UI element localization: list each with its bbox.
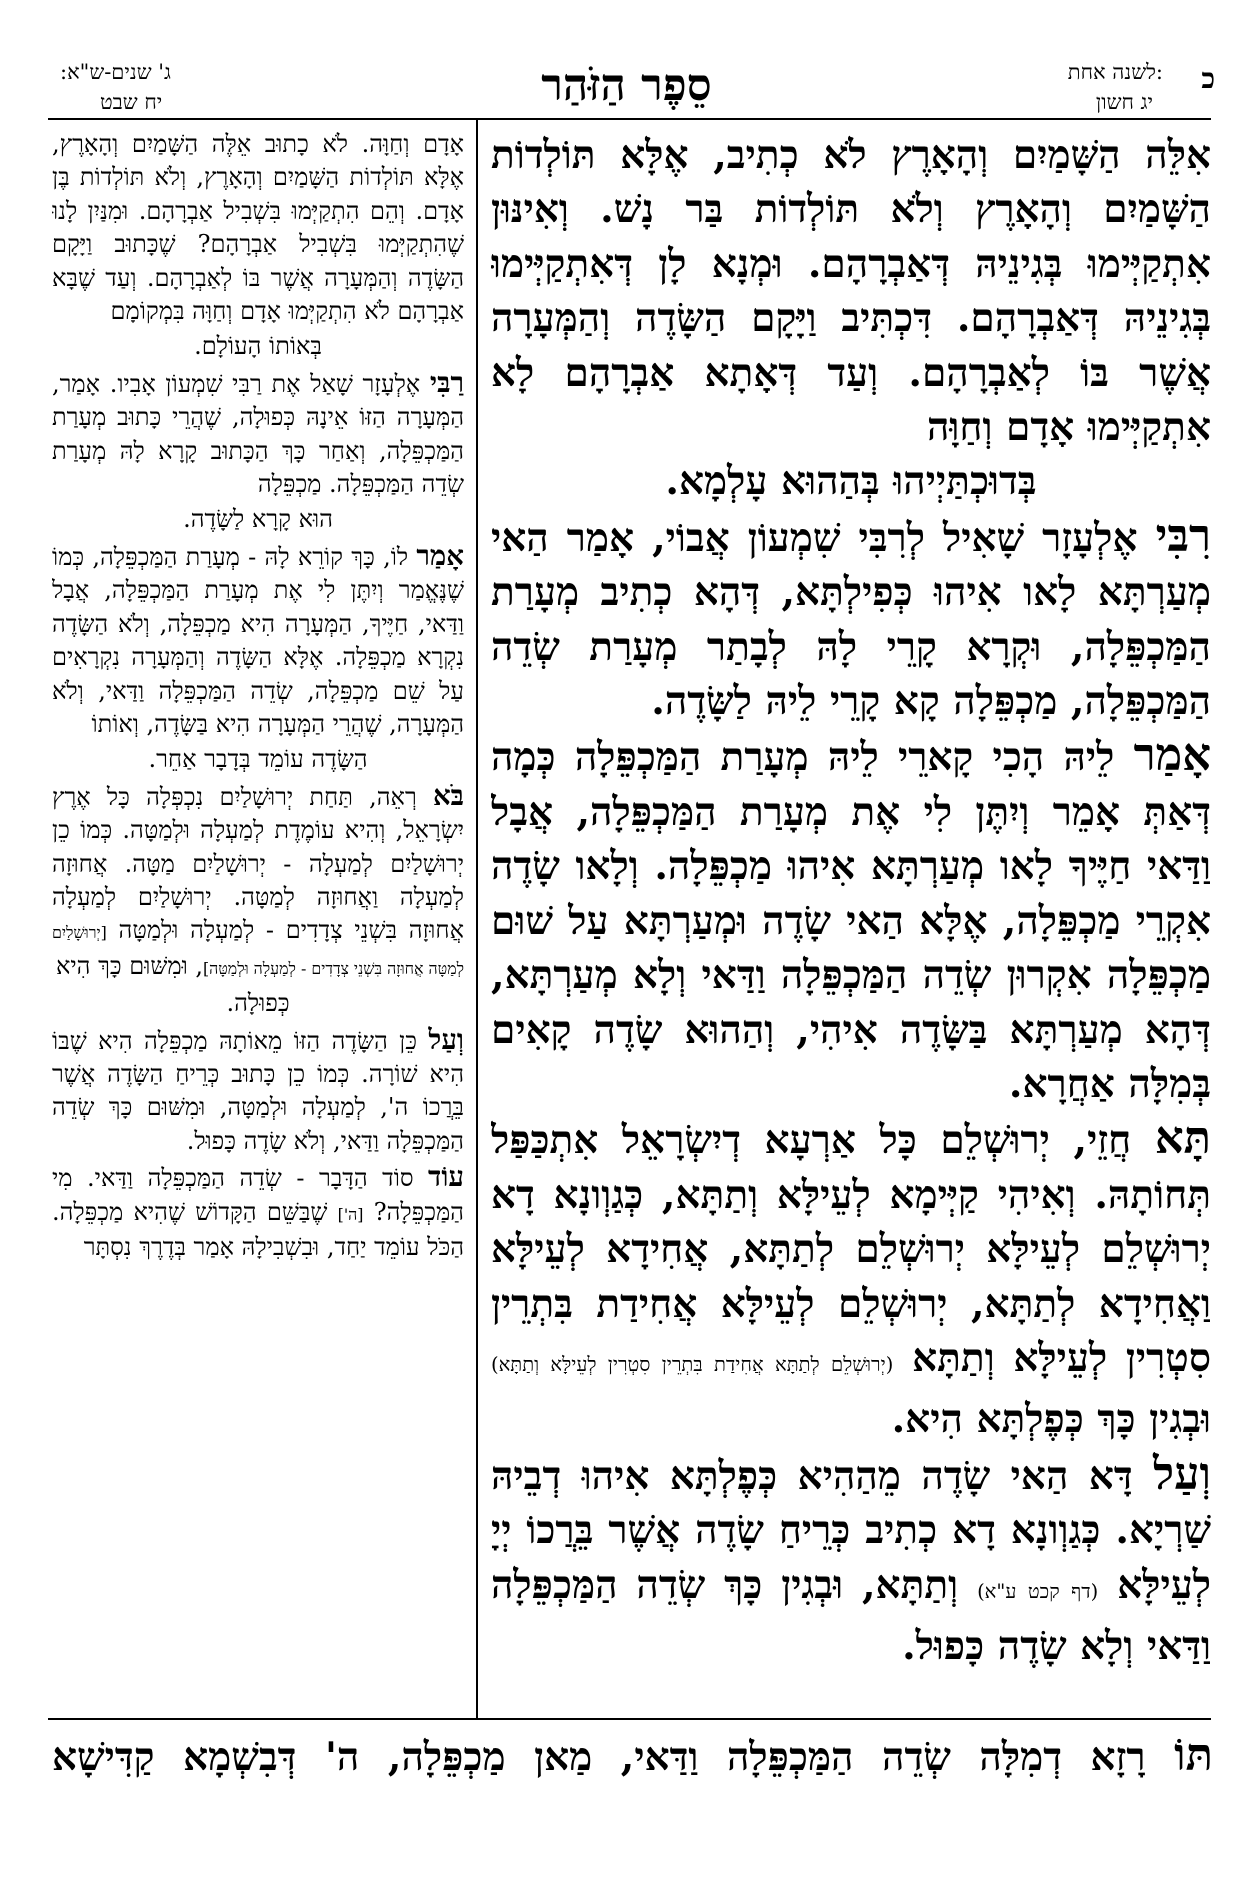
translation-text: , וּמִשּׁוּם כָּךְ הִיא xyxy=(55,951,203,980)
translation-text: שֶׁבַּשֵּׁם הַקָּדוֹשׁ שֶׁהִיא מַכְפֵּלָה. הַכֹּל עוֹמֵד יַחַד, וּבִשְׁבִילָהּ אָמַר בְּדֶרֶךְ נִסְתָּר xyxy=(52,1197,464,1261)
translation-text: רְאֵה, תַּחַת יְרוּשָׁלַיִם נִכְפְּלָה כָּל אֶרֶץ יִשְׂרָאֵל, וְהִיא עוֹמֶדֶת לְמַעְלָה וּלְמַטָּה. כְּמוֹ כֵן יְרוּשָׁלַיִם לְמַעְלָה - יְרוּשָׁלַיִם מַטָּה. אֲחוּזָה לְמַעְלָה וַאֲחוּזָה לְמַטָּה. יְרוּשָׁלַיִם לְמַעְלָה אֲחוּזָה בִּשְׁנֵי צְדָדִים - לְמַעְלָה וּלְמַטָּה xyxy=(52,782,464,945)
opening-word: תּוֹ xyxy=(1174,1728,1213,1781)
translation-paragraph-2 xyxy=(52,366,464,502)
main-paragraph-5 xyxy=(491,1447,1211,1674)
main-paragraph-1-end: בְּדוּכְתַּיְיהוּ בְּהַהוּא עָלְמָא. xyxy=(665,458,1037,505)
main-text-column xyxy=(491,128,1211,1718)
translation-text: לוֹ, כָּךְ קוֹרֵא לָהּ - מְעָרַת הַמַּכְפֵּלָה, כְּמוֹ שֶׁנֶּאֱמַר וְיִתֶּן לִי אֶת מְעָרַת הַמַּכְפֵּלָה, אֲבָל וַדַּאי, חַיֶּיךָ, הַמְּעָרָה הִיא מַכְפֵּלָה, וְלֹא הַשָּׂדֶה נִקְרָא מַכְפֵּלָה. אֶלָּא הַשָּׂדֶה וְהַמְּעָרָה נִקְרָאִים עַל שֵׁם מַכְפֵּלָה, שְׂדֵה הַמַּכְפֵּלָה וַדַּאי, וְלֹא הַמְּעָרָה, שֶׁהֲרֵי הַמְּעָרָה הִיא בַּשָּׂדֶה, וְאוֹתוֹ xyxy=(52,542,464,738)
main-text: וְתַתָּא, וּבְגִין כָּךְ שְׂדֵה הַמַּכְפֵּלָה וַדַּאי וְלָא שָׂדֶה כָּפוּל. xyxy=(491,1561,1211,1669)
page-number: כ xyxy=(1201,62,1215,95)
study-cycle-label: לשנה אחת: xyxy=(1067,60,1163,84)
main-text: דָּא הַאי שָׂדֶה מֵהַהִיא כְּפֶלְתָּא אִיהוּ דְבֵיהּ שַׁרְיָא. כְּגַוְונָא דָא כְתִיב כְּרֵיחַ שָׂדֶה אֲשֶׁר בֵּרֲכוֹ יְיָ לְעֵילָּא xyxy=(491,1452,1211,1608)
translation-paragraph-3-end: הַשָּׂדֶה עוֹמֵד בְּדָבָר אַחֵר. xyxy=(148,745,368,774)
opening-word: רִבִּי xyxy=(1155,508,1211,562)
opening-word: בֹּא xyxy=(432,778,464,812)
page-header xyxy=(0,58,1253,120)
main-paragraph-1 xyxy=(491,128,1211,454)
bracket-note: (יְרוּשְׁלֵם לְתַתָּא אֲחִידַת בִּתְרֵין סִטְרִין לְעֵילָּא וְתַתָּא) xyxy=(491,1352,894,1376)
translation-paragraph-2-end: הוּא קָרָא לַשָּׂדֶה. xyxy=(183,505,333,534)
main-paragraph-2 xyxy=(491,509,1211,729)
main-paragraph-4 xyxy=(491,1111,1211,1446)
column-divider xyxy=(476,120,478,1718)
main-text: וּבְגִין כָּךְ כְּפֶלְתָּא הִיא. xyxy=(891,1396,1211,1443)
folio-reference: (דף קכט ע"א) xyxy=(977,1579,1099,1603)
translation-paragraph-5 xyxy=(52,1023,464,1159)
bracket-note: [ה'] xyxy=(337,1204,364,1224)
translation-paragraph-4-end: כְּפוּלָה. xyxy=(226,989,290,1018)
translation-paragraph-1-end: בְּאוֹתוֹ הָעוֹלָם. xyxy=(194,332,322,361)
opening-word: וְעַל xyxy=(428,1022,464,1056)
book-title: סֵפֶר הַזֹּהַר xyxy=(541,60,712,111)
translation-text: אֶלְעָזָר שָׁאַל אֶת רַבִּי שִׁמְעוֹן אָבִיו. אָמַר, הַמְּעָרָה הַזּוֹ אֵינָהּ כְּפוּלָה, שֶׁהֲרֵי כָּתוּב מְעָרַת הַמַּכְפֵּלָה, וְאַחַר כָּךְ הַכָּתוּב קָרָא לָהּ מְעָרַת שְׂדֵה הַמַּכְפֵּלָה. מַכְפֵּלָה xyxy=(52,369,464,499)
opening-word: רַבִּי xyxy=(429,365,464,399)
translation-text: כֵּן הַשָּׂדֶה הַזּוֹ מֵאוֹתָהּ מַכְפֵּלָה הִיא שֶׁבּוֹ הִיא שׁוֹרָה. כְּמוֹ כֵן כָּתוּב כְּרֵיחַ הַשָּׂדֶה אֲשֶׁר בֵּרֲכוֹ ה', לְמַעְלָה וּלְמַטָּה, וּמִשּׁוּם כָּךְ שְׂדֵה הַמַּכְפֵּלָה וַדַּאי, וְלֹא שָׂדֶה כָּפוּל. xyxy=(52,1026,464,1155)
study-date-right: יג חשון xyxy=(1095,90,1153,114)
program-label: ג' שנים-ש"א: xyxy=(60,60,171,84)
bracket-note: [יְרוּשָׁלַיִם לְמַטָּה אֲחוּזָה בִּשְׁנֵי צְדָדִים - לְמַעְלָה וּלְמַטָּה] xyxy=(52,923,464,978)
translation-column xyxy=(52,128,464,1718)
continuation-line xyxy=(52,1722,1213,1792)
translation-paragraph-4 xyxy=(52,779,464,985)
opening-word: וְעַל xyxy=(1153,1446,1211,1500)
translation-paragraph-6 xyxy=(52,1160,464,1264)
opening-word: אָמַר xyxy=(1133,728,1211,782)
translation-text: אָדָם וְחַוָּה. לֹא כָתוּב אֵלֶּה הַשָּׁמַיִם וְהָאָרֶץ, אֶלָּא תּוֹלְדוֹת הַשָּׁמַיִם וְהָאָרֶץ, וְלֹא תּוֹלְדוֹת בֶּן אָדָם. וְהֵם הִתְקַיְּמוּ בִּשְׁבִיל אַבְרָהָם. וּמִנַּיִן לָנוּ שֶׁהִתְקַיְּמוּ בִּשְׁבִיל אַבְרָהָם? שֶׁכָּתוּב וַיָּקָם הַשָּׂדֶה וְהַמְּעָרָה אֲשֶׁר בּוֹ לְאַבְרָהָם. וְעַד שֶׁבָּא אַבְרָהָם לֹא הִתְקַיְּמוּ אָדָם וְחַוָּה בִּמְקוֹמָם xyxy=(52,130,464,326)
main-text: לֵיהּ הָכִי קָארֵי לֵיהּ מְעָרַת הַמַּכְפֵּלָה כְּמָה דְּאַתְּ אָמֵר וְיִתֶּן לִי אֶת מְעָרַת הַמַּכְפֵּלָה, אֲבָל וַדַּאי חַיֶּיךָ לָאו מְעַרְתָּא אִיהוּ מַכְפֵּלָה. וְלָאו שָׂדֶה אִקְרֵי מַכְפֵּלָה, אֶלָּא הַאי שָׂדֶה וּמְעַרְתָּא עַל שׁוּם מַכְפֵּלָה אִקְרוּן שְׂדֵה הַמַּכְפֵּלָה וַדַּאי וְלָא מְעַרְתָּא, דְּהָא מְעַרְתָּא בַּשָּׂדֶה אִיהִי, וְהַהוּא שָׂדֶה קָאִים בְּמִלָּה אַחֲרָא. xyxy=(491,734,1211,1107)
translation-paragraph-1 xyxy=(52,128,464,328)
opening-word: אָמַר xyxy=(416,538,464,572)
main-text: חֲזֵי, יְרוּשְׁלֵם כָּל אַרְעָא דְיִשְׂרָאֵל אִתְכַּפַּל תְּחוֹתָהּ. וְאִיהִי קַיְּימָא לְעֵילָּא וְתַתָּא, כְּגַוְונָא דָא יְרוּשְׁלֵם לְעֵילָּא יְרוּשְׁלֵם לְתַתָּא, אֲחִידָא לְעֵילָּא וַאֲחִידָא לְתַתָּא, יְרוּשְׁלֵם לְעֵילָּא אֲחִידַת בִּתְרֵין סִטְרִין לְעֵילָּא וְתַתָּא xyxy=(491,1117,1211,1381)
continuation-text: רָזָא דְמִלָּה שְׂדֵה הַמַּכְפֵּלָה וַדַּאי, מַאן מַכְפֵּלָה, ה' דְּבִשְׁמָא קַדִּישָׁא xyxy=(52,1734,1146,1780)
translation-paragraph-3 xyxy=(52,539,464,741)
translation-text: סוֹד הַדָּבָר - שְׂדֵה הַמַּכְפֵּלָה וַדַּאי. מִי הַמַּכְפֵּלָה? xyxy=(52,1164,464,1226)
opening-word: תָּא xyxy=(1154,1111,1211,1165)
main-text: אֶלְעָזָר שָׁאִיל לְרִבִּי שִׁמְעוֹן אֲבוֹי, אָמַר הַאי מְעַרְתָּא לָאו אִיהוּ כְּפִילְתָּא, דְּהָא כְתִיב מְעָרַת הַמַּכְפֵּלָה, וּקְרָא קָרֵי לָהּ לְבָתַר מְעָרַת שְׂדֵה הַמַּכְפֵּלָה, מַכְפֵּלָה קָא קָרֵי לֵיהּ לַשָּׂדֶה. xyxy=(491,514,1211,725)
opening-word: עוֹד xyxy=(428,1160,464,1194)
study-date-left: יח שבט xyxy=(100,90,163,114)
footer-rule xyxy=(48,1718,1211,1720)
header-rule xyxy=(48,118,1211,120)
main-paragraph-3 xyxy=(491,728,1211,1111)
main-text: אִלֵּה הַשָּׁמַיִם וְהָאָרֶץ לֹא כְתִיב, אֶלָּא תּוֹלְדוֹת הַשָּׁמַיִם וְהָאָרֶץ וְלֹא תּוֹלְדוֹת בַּר נָשׁ. וְאִינּוּן אִתְקַיְּימוּ בְּגִינֵיהּ דְּאַבְרָהָם. וּמְנָא לָן דְּאִתְקַיְּימוּ בְּגִינֵיהּ דְּאַבְרָהָם. דִּכְתִּיב וַיָּקָם הַשָּׂדֶה וְהַמְּעָרָה אֲשֶׁר בּוֹ לְאַבְרָהָם. וְעַד דְּאָתָא אַבְרָהָם לָא אִתְקַיְּימוּ אָדָם וְחַוָּה xyxy=(491,132,1211,451)
